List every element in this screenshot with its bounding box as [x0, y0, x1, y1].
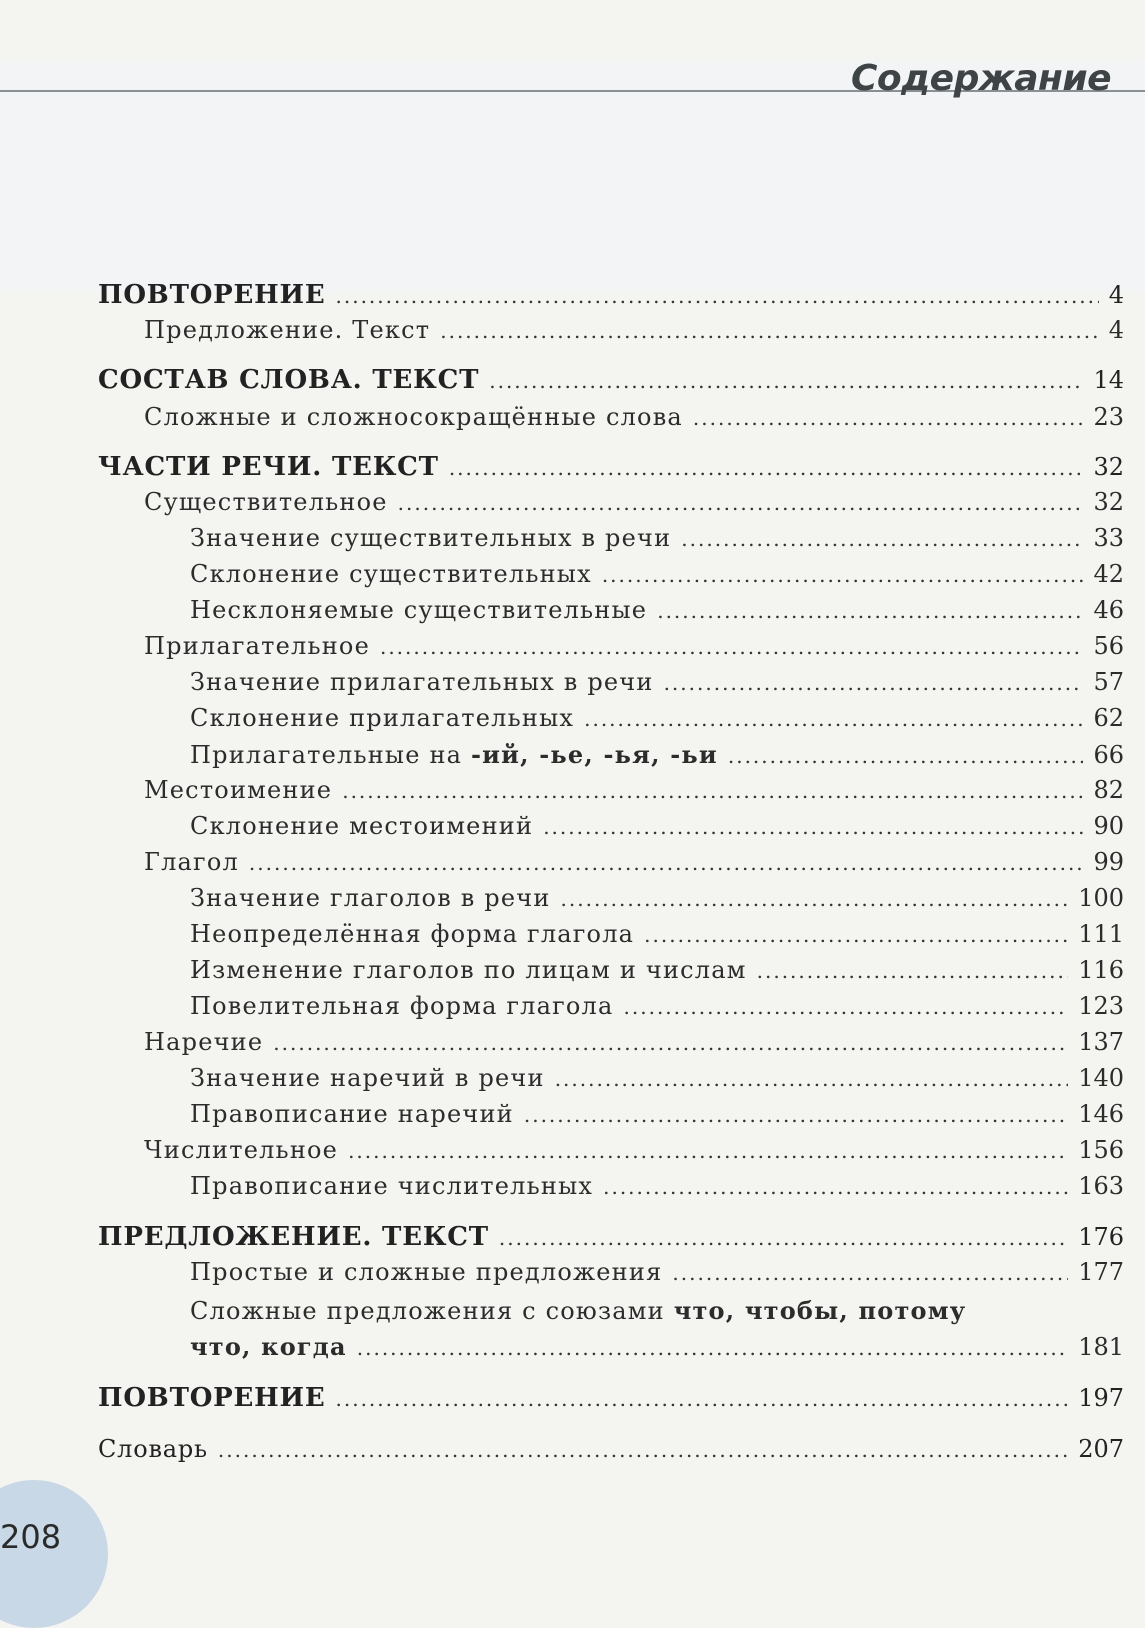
- toc-entry-page: 140: [1078, 1064, 1124, 1092]
- dot-leader: [273, 1031, 1068, 1055]
- toc-entry-title-text: Глагол: [144, 848, 239, 876]
- toc-entry-title-bold: что, чтобы, потому: [673, 1296, 967, 1325]
- dot-leader: [561, 887, 1069, 911]
- toc-entry-title: [98, 1222, 489, 1252]
- toc-entry-page: 66: [1093, 741, 1124, 769]
- toc-entry-title-text: Значение прилагательных в речи: [190, 668, 654, 696]
- toc-entry-page: 4: [1108, 281, 1124, 309]
- toc-entry-title-bold: -ий, -ье, -ья, -ьи: [471, 740, 718, 769]
- toc-entry-title: [144, 1028, 263, 1056]
- toc-entry-title-text: Склонение существительных: [190, 560, 592, 588]
- dot-leader: [728, 744, 1084, 768]
- toc-entry-title: [98, 1435, 208, 1463]
- toc-entry-title-text: Повелительная форма глагола: [190, 992, 614, 1020]
- toc-entry: [98, 1296, 1124, 1325]
- toc-entry-page: 42: [1093, 560, 1124, 588]
- toc-entry-title: [98, 280, 326, 310]
- dot-leader: [657, 599, 1083, 623]
- toc-entry-title-text: Неопределённая форма глагола: [190, 920, 635, 948]
- toc-entry: [98, 1435, 1124, 1463]
- toc-entry-page: 176: [1078, 1223, 1124, 1251]
- dot-leader: [249, 851, 1084, 875]
- toc-entry-page: 32: [1093, 453, 1124, 481]
- toc-entry: [98, 365, 1124, 395]
- toc-entry-title: [190, 704, 574, 732]
- toc-entry-title: [98, 1383, 326, 1413]
- dot-leader: [603, 1175, 1068, 1199]
- toc-entry: [98, 560, 1124, 588]
- toc-entry-continuation: [98, 1332, 1124, 1361]
- toc-entry-title-text: СОСТАВ СЛОВА. ТЕКСТ: [98, 365, 480, 395]
- toc-entry-continuation-text: что, когда: [190, 1332, 347, 1361]
- toc-entry: [98, 1383, 1124, 1413]
- page-heading: Содержание: [850, 58, 1111, 99]
- toc-entry-title: [190, 920, 634, 948]
- toc-entry: [98, 1172, 1124, 1200]
- toc-entry: [98, 452, 1124, 482]
- toc-entry-page: 177: [1078, 1258, 1124, 1286]
- toc-entry-title-text: ЧАСТИ РЕЧИ. ТЕКСТ: [98, 452, 439, 482]
- dot-leader: [524, 1103, 1068, 1127]
- dot-leader: [602, 563, 1084, 587]
- toc-entry-title-text: Словарь: [98, 1435, 208, 1463]
- toc-entry-title: [190, 560, 592, 588]
- toc-entry: [98, 884, 1124, 912]
- toc-entry-title-text: Числительное: [144, 1136, 339, 1164]
- toc-entry-title: [144, 848, 239, 876]
- toc-entry-title: [190, 956, 747, 984]
- toc-entry-title-text: Простые и сложные предложения: [190, 1258, 663, 1286]
- toc-entry-page: 156: [1078, 1136, 1124, 1164]
- toc-entry-page: 46: [1093, 596, 1124, 624]
- dot-leader: [624, 995, 1069, 1019]
- toc-entry-title-text: Значение существительных в речи: [190, 524, 672, 552]
- toc-entry: [98, 596, 1124, 624]
- toc-entry-title: [190, 1100, 514, 1128]
- toc-entry: [98, 776, 1124, 804]
- toc-entry-page: 137: [1078, 1028, 1124, 1056]
- dot-leader: [584, 707, 1083, 731]
- toc-entry-title: [144, 776, 332, 804]
- dot-leader: [664, 671, 1084, 695]
- toc-entry-title: [190, 1172, 593, 1200]
- toc-entry: [98, 704, 1124, 732]
- dot-leader: [348, 1139, 1068, 1163]
- toc-entry-title: [98, 365, 479, 395]
- toc-entry-title-text: Изменение глаголов по лицам и числам: [190, 956, 747, 984]
- toc-entry-title-text: Значение глаголов в речи: [190, 884, 551, 912]
- dot-leader: [543, 815, 1083, 839]
- toc-entry-page: 62: [1093, 704, 1124, 732]
- toc-entry: [98, 920, 1124, 948]
- toc-entry: [98, 524, 1124, 552]
- toc-entry-title: [190, 884, 551, 912]
- toc-entry-page: 99: [1093, 848, 1124, 876]
- toc-entry-title: [190, 1258, 662, 1286]
- dot-leader: [681, 527, 1083, 551]
- dot-leader: [555, 1067, 1069, 1091]
- dot-leader: [757, 959, 1069, 983]
- toc-entry-title-text: Склонение прилагательных: [190, 704, 575, 732]
- toc-entry-title: [190, 668, 654, 696]
- toc-entry-title-text: Значение наречий в речи: [190, 1064, 545, 1092]
- toc-entry-page: 100: [1078, 884, 1124, 912]
- toc-entry-title-text: Предложение. Текст: [144, 316, 431, 344]
- toc-entry-title-text: Прилагательные на: [190, 741, 463, 769]
- toc-entry: [98, 1028, 1124, 1056]
- toc-entry-page: 57: [1093, 668, 1124, 696]
- toc-entry-page: 111: [1078, 920, 1124, 948]
- toc-entry: [98, 488, 1124, 516]
- toc-entry-title: [190, 596, 647, 624]
- toc-entry-page: 123: [1078, 992, 1124, 1020]
- toc-entry: [98, 992, 1124, 1020]
- toc-entry-title-text: ПРЕДЛОЖЕНИЕ. ТЕКСТ: [98, 1222, 489, 1252]
- toc-entry: [98, 812, 1124, 840]
- toc-entry-page: 4: [1108, 316, 1124, 344]
- toc-entry-title-text: ПОВТОРЕНИЕ: [98, 1383, 326, 1413]
- toc-entry-page: 181: [1078, 1333, 1124, 1361]
- dot-leader: [357, 1336, 1068, 1360]
- dot-leader: [398, 491, 1084, 515]
- toc-entry: [98, 1064, 1124, 1092]
- toc-entry-title-text: Наречие: [144, 1028, 264, 1056]
- toc-entry-title-text: Правописание наречий: [190, 1100, 514, 1128]
- toc-entry-title: [190, 1296, 966, 1325]
- toc-entry-page: 33: [1093, 524, 1124, 552]
- dot-leader: [440, 319, 1098, 343]
- toc-entry-page: 32: [1093, 488, 1124, 516]
- toc-entry-title: [144, 316, 430, 344]
- toc-entry-page: 163: [1078, 1172, 1124, 1200]
- toc-entry-page: 56: [1093, 632, 1124, 660]
- toc-entry: [98, 280, 1124, 310]
- toc-entry-title: [144, 488, 388, 516]
- toc-entry-title: [190, 812, 533, 840]
- toc-entry-page: 207: [1078, 1435, 1124, 1463]
- dot-leader: [693, 406, 1084, 430]
- dot-leader: [380, 635, 1083, 659]
- toc-entry: [98, 1258, 1124, 1286]
- toc-entry-page: 82: [1093, 776, 1124, 804]
- toc-entry-page: 116: [1078, 956, 1124, 984]
- toc-entry-title: [190, 740, 718, 769]
- toc-entry-title-text: Сложные предложения с союзами: [190, 1297, 665, 1325]
- dot-leader: [342, 779, 1083, 803]
- toc-entry: [98, 403, 1124, 431]
- dot-leader: [336, 1387, 1069, 1411]
- toc-entry-title: [98, 452, 439, 482]
- toc-entry-page: 14: [1093, 366, 1124, 394]
- toc-entry: [98, 1222, 1124, 1252]
- toc-entry-title-text: Несклоняемые существительные: [190, 596, 648, 624]
- toc-entry-title-text: Сложные и сложносокращённые слова: [144, 403, 683, 431]
- toc-entry-title: [190, 524, 671, 552]
- dot-leader: [489, 369, 1083, 393]
- toc-entry-title-text: Местоимение: [144, 776, 333, 804]
- toc-entry-title-text: Прилагательное: [144, 632, 370, 660]
- toc-entry: [98, 632, 1124, 660]
- dot-leader: [644, 923, 1068, 947]
- toc-entry-page: 23: [1093, 403, 1124, 431]
- toc-entry-title: [144, 403, 683, 431]
- toc-entry-title-text: Существительное: [144, 488, 388, 516]
- toc-entry-title: [190, 1064, 545, 1092]
- toc-entry-title: [190, 992, 614, 1020]
- toc-entry: [98, 316, 1124, 344]
- toc-entry-page: 90: [1093, 812, 1124, 840]
- toc-entry: [98, 1100, 1124, 1128]
- toc-entry-title: [144, 1136, 338, 1164]
- toc-entry-title-text: Правописание числительных: [190, 1172, 594, 1200]
- toc-entry-page: 146: [1078, 1100, 1124, 1128]
- toc-entry-page: 197: [1078, 1384, 1124, 1412]
- dot-leader: [449, 456, 1084, 480]
- toc-entry: [98, 956, 1124, 984]
- dot-leader: [499, 1226, 1068, 1250]
- dot-leader: [336, 284, 1099, 308]
- dot-leader: [218, 1438, 1068, 1462]
- toc-entry-title: [144, 632, 370, 660]
- toc-entry-title-text: ПОВТОРЕНИЕ: [98, 280, 326, 310]
- page-number: 208: [0, 1518, 62, 1556]
- toc-entry: [98, 848, 1124, 876]
- toc-entry: [98, 1136, 1124, 1164]
- toc-entry: [98, 668, 1124, 696]
- toc-entry-title-text: Склонение местоимений: [190, 812, 534, 840]
- dot-leader: [672, 1261, 1068, 1285]
- toc-entry: [98, 740, 1124, 769]
